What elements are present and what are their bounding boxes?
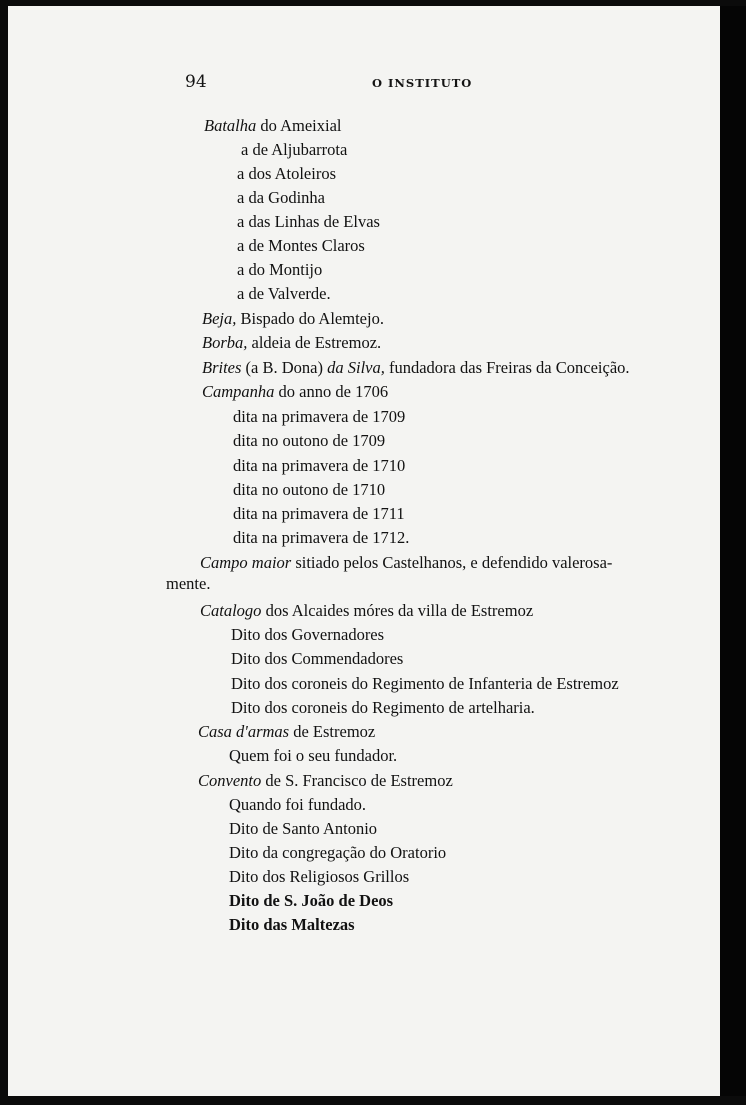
list-item: dita no outono de 1709 (233, 431, 386, 450)
list-item: Catalogo dos Alcaides móres da villa de Estremoz (200, 601, 534, 620)
list-item: Dito dos Commendadores (231, 649, 404, 668)
list-item: a do Montijo (237, 260, 323, 279)
list-item: Brites (a B. Dona) da Silva, fundadora das Freiras da Conceição. (202, 358, 630, 377)
list-item: Quem foi o seu fundador. (229, 746, 398, 765)
list-item: Borba, aldeia de Estremoz. (202, 333, 382, 352)
list-item: dita na primavera de 1712. (233, 528, 410, 547)
book-page (8, 6, 720, 1096)
list-item: a da Godinha (237, 188, 325, 207)
list-item: Campo maior sitiado pelos Castelhanos, e defendido valerosa- (200, 553, 613, 572)
list-item: a dos Atoleiros (237, 164, 336, 183)
list-item: dita no outono de 1710 (233, 480, 386, 499)
list-item: dita na primavera de 1710 (233, 456, 406, 475)
list-item: mente. (166, 574, 211, 593)
list-item: dita na primavera de 1711 (233, 504, 405, 523)
list-item: Quando foi fundado. (229, 795, 367, 814)
list-item: Dito de Santo Antonio (229, 819, 378, 838)
page-number: 94 (185, 72, 207, 92)
list-item: Dito de S. João de Deos (229, 891, 394, 910)
list-item: Dito dos coroneis do Regimento de Infanteria de Estremoz (231, 674, 619, 693)
list-item: a das Linhas de Elvas (237, 212, 380, 231)
list-item: Beja, Bispado do Alemtejo. (202, 309, 384, 328)
list-item: a de Montes Claros (237, 236, 365, 255)
list-item: Convento de S. Francisco de Estremoz (198, 771, 453, 790)
list-item: Dito dos Governadores (231, 625, 385, 644)
list-item: a de Aljubarrota (241, 140, 348, 159)
list-item: a de Valverde. (237, 284, 331, 303)
list-item: Dito dos coroneis do Regimento de artelharia. (231, 698, 535, 717)
list-item: Dito da congregação do Oratorio (229, 843, 447, 862)
list-item: Campanha do anno de 1706 (202, 382, 389, 401)
list-item: Dito dos Religiosos Grillos (229, 867, 410, 886)
list-item: dita na primavera de 1709 (233, 407, 406, 426)
scan-border (720, 6, 746, 1096)
list-item: Batalha do Ameixial (204, 116, 342, 135)
list-item: Dito das Maltezas (229, 915, 355, 934)
list-item: Casa d'armas de Estremoz (198, 722, 376, 741)
running-title: O INSTITUTO (372, 76, 473, 90)
